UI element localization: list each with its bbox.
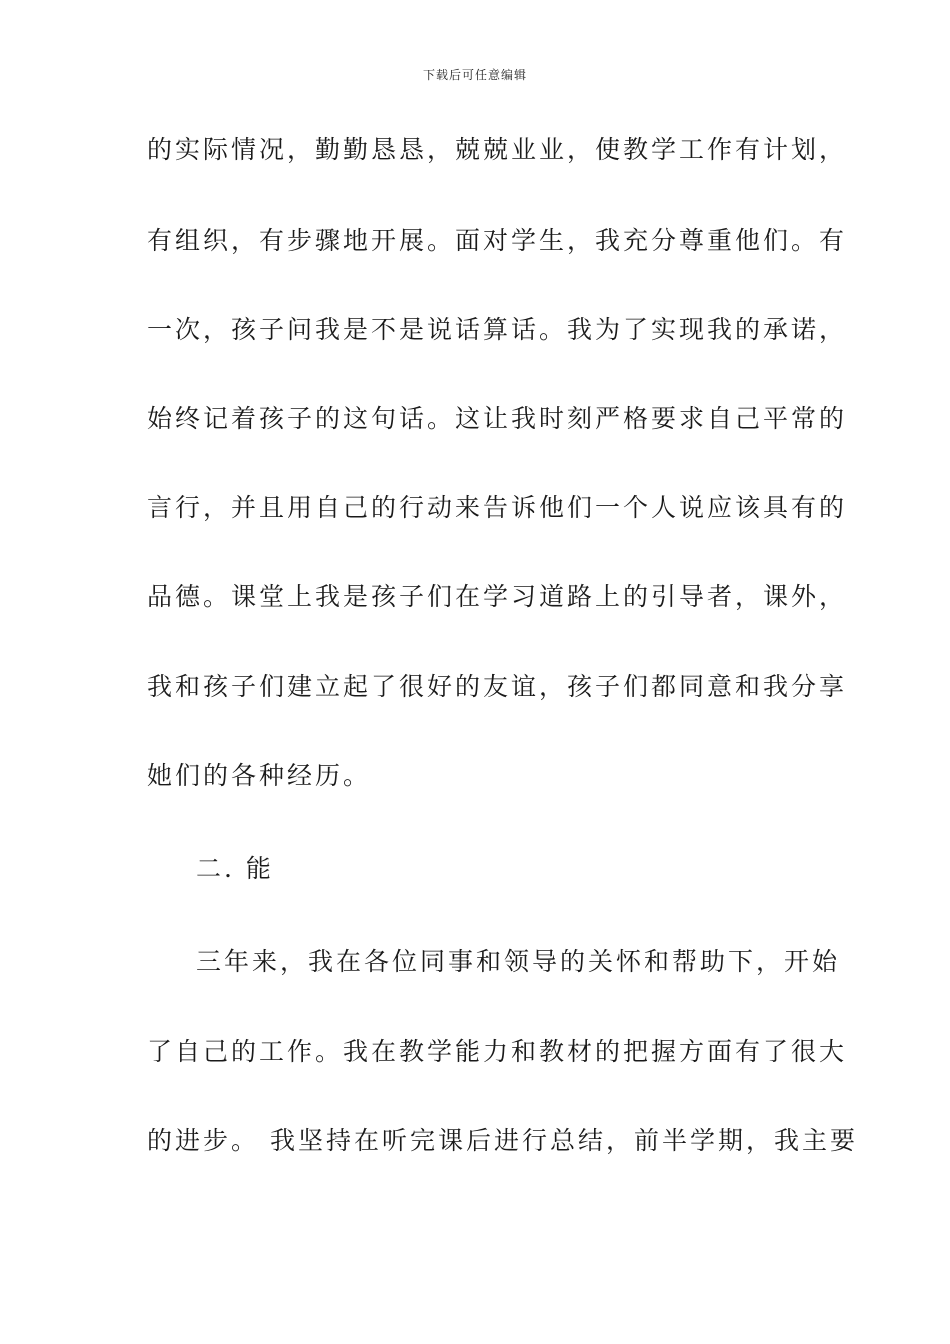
paragraph-line: 的实际情况，勤勤恳恳，兢兢业业，使教学工作有计划， [147,135,848,164]
paragraph-line: 品德。课堂上我是孩子们在学习道路上的引导者，课外， [147,582,848,611]
paragraph-line: 三年来，我在各位同事和领导的关怀和帮助下，开始 [196,947,841,976]
paragraph-line: 始终记着孩子的这句话。这让我时刻严格要求自己平常的 [147,404,848,433]
paragraph-line: 言行，并且用自己的行动来告诉他们一个人说应该具有的 [147,493,848,522]
section-heading: 二. 能 [196,854,274,883]
paragraph-line: 一次，孩子问我是不是说话算话。我为了实现我的承诺， [147,315,848,344]
page-header-note: 下载后可任意编辑 [422,68,527,82]
paragraph-line: 有组织，有步骤地开展。面对学生，我充分尊重他们。有 [147,226,848,255]
paragraph-line: 我和孩子们建立起了很好的友谊，孩子们都同意和我分享 [147,672,848,701]
paragraph-line: 的进步。 我坚持在听完课后进行总结，前半学期，我主要 [147,1126,858,1155]
paragraph-line: 她们的各种经历。 [147,761,372,790]
paragraph-line: 了自己的工作。我在教学能力和教材的把握方面有了很大 [147,1037,848,1066]
